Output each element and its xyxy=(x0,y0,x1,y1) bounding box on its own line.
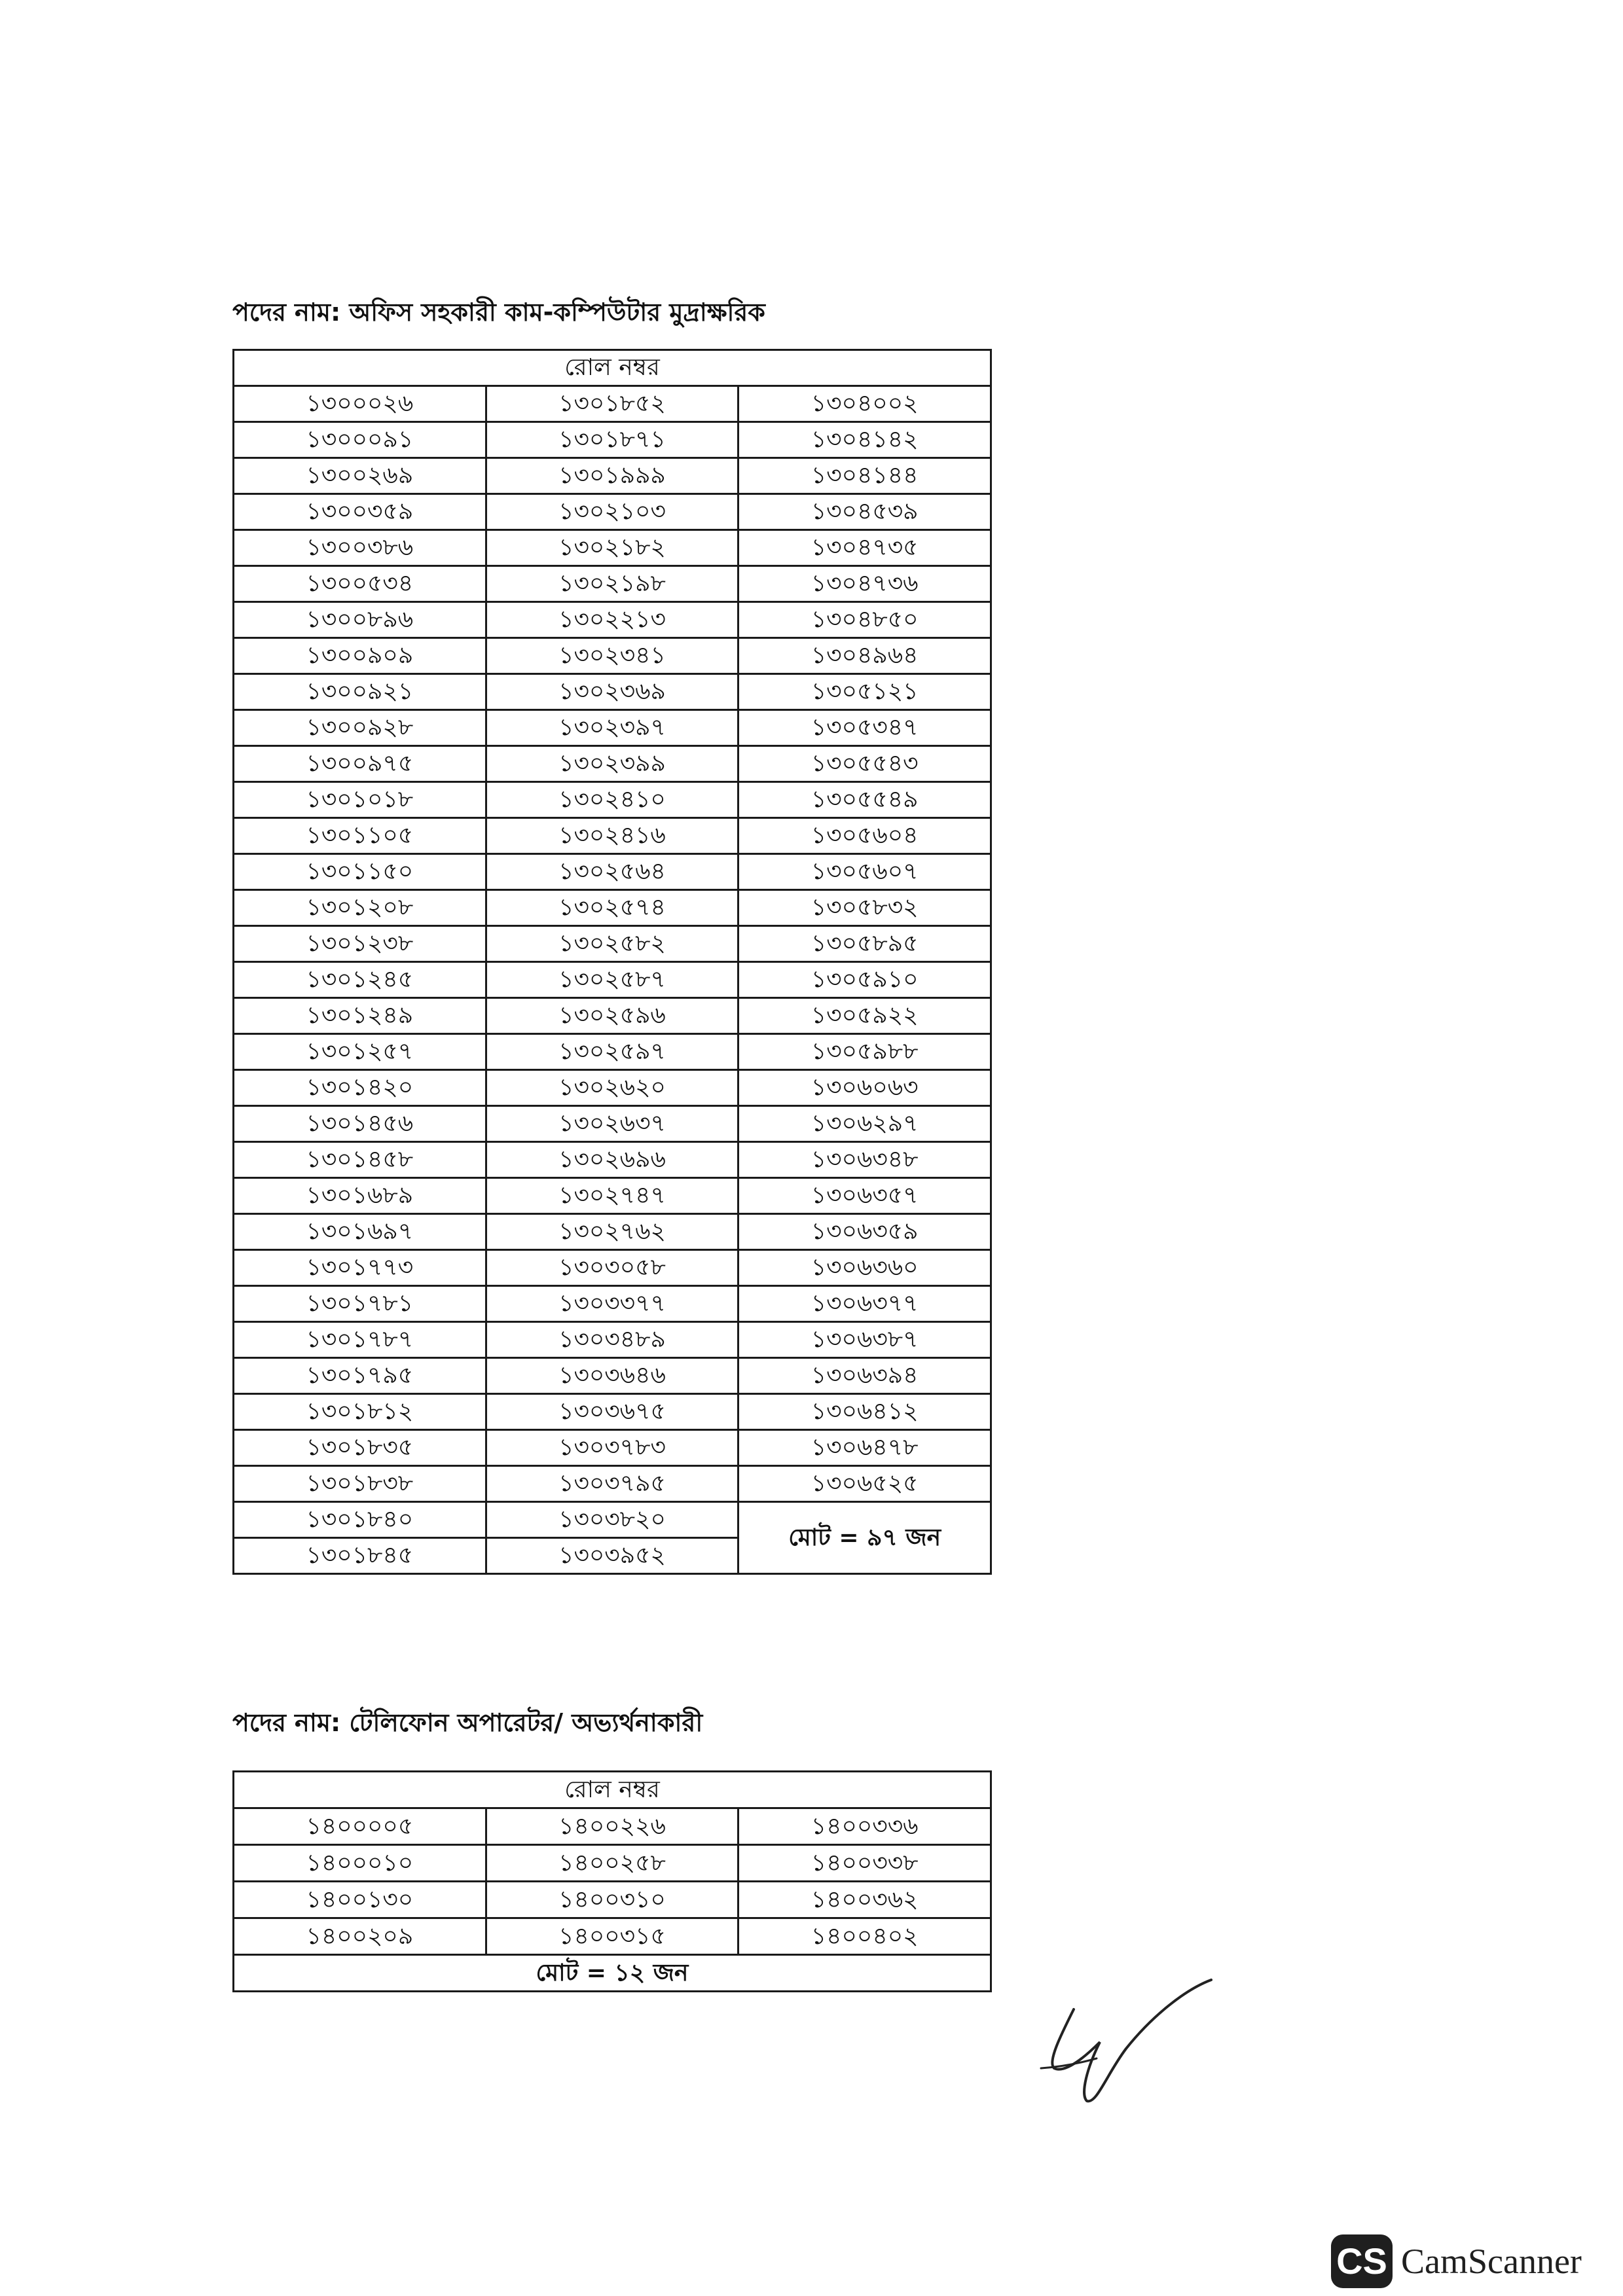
roll-number-cell: ১৩০২৪১০ xyxy=(486,782,739,818)
roll-number-cell: ১৩০১২৩৮ xyxy=(234,926,486,962)
roll-number-cell: ১৩০৫৬০৭ xyxy=(739,854,991,890)
roll-number-cell: ১৩০৩০৫৮ xyxy=(486,1250,739,1286)
table-row xyxy=(234,566,991,602)
roll-number-cell: ১৩০৪৭৩৫ xyxy=(739,530,991,566)
signature xyxy=(1034,1970,1231,2117)
roll-number-cell: ১৪০০৩১০ xyxy=(486,1882,739,1918)
roll-number-cell: ১৩০১৪২০ xyxy=(234,1070,486,1106)
roll-number-cell: ১৪০০৩১৫ xyxy=(486,1918,739,1955)
table-row xyxy=(234,1502,991,1538)
table-row xyxy=(234,674,991,710)
roll-number-cell: ১৩০১৭৮১ xyxy=(234,1286,486,1322)
table-row xyxy=(234,1322,991,1358)
signature-mark xyxy=(1034,1970,1231,2114)
roll-number-cell: ১৩০৬৫২৫ xyxy=(739,1466,991,1502)
roll-number-cell: ১৩০০০২৬ xyxy=(234,386,486,422)
roll-number-cell: ১৪০০৩৩৮ xyxy=(739,1845,991,1882)
table-row xyxy=(234,1142,991,1178)
roll-number-cell: ১৩০০৯২১ xyxy=(234,674,486,710)
table-row xyxy=(234,1882,991,1918)
table-row xyxy=(234,1178,991,1214)
table-row xyxy=(234,422,991,458)
table-row xyxy=(234,962,991,998)
roll-number-cell: ১৩০১৮৫২ xyxy=(486,386,739,422)
roll-number-cell: ১৩০৩৯৫২ xyxy=(486,1538,739,1574)
roll-number-cell: ১৩০২১৮২ xyxy=(486,530,739,566)
roll-number-cell: ১৩০৪১৪২ xyxy=(739,422,991,458)
roll-number-cell: ১৪০০০০৫ xyxy=(234,1808,486,1845)
roll-number-cell: ১৩০২২১৩ xyxy=(486,602,739,638)
roll-number-cell: ১৪০০১৩০ xyxy=(234,1882,486,1918)
table-row xyxy=(234,890,991,926)
roll-number-cell: ১৩০৫৯১০ xyxy=(739,962,991,998)
table-row xyxy=(234,1070,991,1106)
roll-number-cell: ১৩০০২৬৯ xyxy=(234,458,486,494)
table-header: রোল নম্বর xyxy=(234,350,991,386)
roll-number-cell: ১৩০৩৬৪৬ xyxy=(486,1358,739,1394)
table-header-row xyxy=(234,350,991,386)
roll-number-cell: ১৩০২১৯৮ xyxy=(486,566,739,602)
roll-number-cell: ১৩০৬৪৭৮ xyxy=(739,1430,991,1466)
roll-number-cell: ১৩০২৫৯৬ xyxy=(486,998,739,1034)
roll-number-cell: ১৩০০৮৯৬ xyxy=(234,602,486,638)
roll-number-cell: ১৩০৬৪১২ xyxy=(739,1394,991,1430)
roll-number-cell: ১৩০১৬৯৭ xyxy=(234,1214,486,1250)
roll-number-cell: ১৩০৫৯৮৮ xyxy=(739,1034,991,1070)
roll-number-cell: ১৩০২৫৬৪ xyxy=(486,854,739,890)
roll-number-cell: ১৩০১৭৯৫ xyxy=(234,1358,486,1394)
roll-number-cell: ১৪০০০১০ xyxy=(234,1845,486,1882)
roll-number-cell: ১৩০৪১৪৪ xyxy=(739,458,991,494)
table-row xyxy=(234,1430,991,1466)
roll-number-cell: ১৩০৬২৯৭ xyxy=(739,1106,991,1142)
roll-number-cell: ১৩০১৮৪০ xyxy=(234,1502,486,1538)
roll-number-cell: ১৩০২৪১৬ xyxy=(486,818,739,854)
roll-number-cell: ১৩০৫৩৪৭ xyxy=(739,710,991,746)
table-row xyxy=(234,854,991,890)
table-header-row xyxy=(234,1772,991,1808)
roll-number-cell: ১৩০১২০৮ xyxy=(234,890,486,926)
roll-number-cell: ১৩০৬৩৭৭ xyxy=(739,1286,991,1322)
roll-number-cell: ১৩০১২৪৫ xyxy=(234,962,486,998)
roll-number-cell: ১৩০০০৯১ xyxy=(234,422,486,458)
roll-number-cell: ১৩০৩৩৭৭ xyxy=(486,1286,739,1322)
roll-number-cell: ১৩০৫৫৪৩ xyxy=(739,746,991,782)
roll-number-cell: ১৩০১৮৭১ xyxy=(486,422,739,458)
table-row xyxy=(234,746,991,782)
roll-number-cell: ১৩০১৭৭৩ xyxy=(234,1250,486,1286)
table-row xyxy=(234,386,991,422)
table-row xyxy=(234,998,991,1034)
roll-number-cell: ১৩০২৬৩৭ xyxy=(486,1106,739,1142)
roll-number-cell: ১৩০১১০৫ xyxy=(234,818,486,854)
total-count: মোট = ৯৭ জন xyxy=(739,1502,991,1574)
table-row xyxy=(234,1394,991,1430)
roll-number-cell: ১৩০৫৫৪৯ xyxy=(739,782,991,818)
roll-number-cell: ১৩০১৮৩৫ xyxy=(234,1430,486,1466)
table-row xyxy=(234,1466,991,1502)
roll-number-cell: ১৩০০৩৫৯ xyxy=(234,494,486,530)
roll-number-cell: ১৩০২৫৯৭ xyxy=(486,1034,739,1070)
roll-number-cell: ১৩০৩৮২০ xyxy=(486,1502,739,1538)
roll-number-cell: ১৩০৪০০২ xyxy=(739,386,991,422)
roll-number-cell: ১৩০৩৭৮৩ xyxy=(486,1430,739,1466)
roll-table-telephone-operator xyxy=(232,1770,992,1992)
table-row xyxy=(234,638,991,674)
roll-number-cell: ১৩০০৯২৮ xyxy=(234,710,486,746)
table-row xyxy=(234,1250,991,1286)
camscanner-label: CamScanner xyxy=(1401,2242,1582,2281)
roll-number-cell: ১৩০১১৫০ xyxy=(234,854,486,890)
roll-number-cell: ১৩০৫৮৩২ xyxy=(739,890,991,926)
roll-number-cell: ১৩০২৬৯৬ xyxy=(486,1142,739,1178)
roll-number-cell: ১৩০৩৪৮৯ xyxy=(486,1322,739,1358)
roll-number-cell: ১৩০৫৮৯৫ xyxy=(739,926,991,962)
table-row xyxy=(234,1358,991,1394)
roll-number-cell: ১৩০৬৩৯৪ xyxy=(739,1358,991,1394)
roll-number-cell: ১৩০৩৭৯৫ xyxy=(486,1466,739,1502)
roll-number-cell: ১৩০২৫৮৭ xyxy=(486,962,739,998)
table-row xyxy=(234,494,991,530)
table-row xyxy=(234,926,991,962)
roll-number-cell: ১৩০৪৫৩৯ xyxy=(739,494,991,530)
camscanner-logo-icon: CS xyxy=(1331,2234,1393,2288)
table-row xyxy=(234,602,991,638)
roll-number-cell: ১৩০৫৯২২ xyxy=(739,998,991,1034)
roll-number-cell: ১৩০৫১২১ xyxy=(739,674,991,710)
table-row xyxy=(234,1845,991,1882)
roll-number-cell: ১৩০১৮১২ xyxy=(234,1394,486,1430)
roll-number-cell: ১৩০৪৮৫০ xyxy=(739,602,991,638)
table-row xyxy=(234,1808,991,1845)
roll-number-cell: ১৩০২৬২০ xyxy=(486,1070,739,1106)
roll-number-cell: ১৩০১৬৮৯ xyxy=(234,1178,486,1214)
roll-number-cell: ১৩০৬৩৮৭ xyxy=(739,1322,991,1358)
roll-number-cell: ১৩০২৫৭৪ xyxy=(486,890,739,926)
table-row xyxy=(234,1918,991,1955)
roll-number-cell: ১৩০১৮৩৮ xyxy=(234,1466,486,1502)
roll-number-cell: ১৩০৬০৬৩ xyxy=(739,1070,991,1106)
roll-number-cell: ১৩০১২৫৭ xyxy=(234,1034,486,1070)
roll-number-cell: ১৩০৪৯৬৪ xyxy=(739,638,991,674)
table-row xyxy=(234,782,991,818)
roll-number-cell: ১৪০০২২৬ xyxy=(486,1808,739,1845)
total-count: মোট = ১২ জন xyxy=(234,1955,991,1992)
roll-number-cell: ১৩০৪৭৩৬ xyxy=(739,566,991,602)
table-row xyxy=(234,1034,991,1070)
roll-number-cell: ১৩০২৩৯৯ xyxy=(486,746,739,782)
table-row xyxy=(234,710,991,746)
roll-table-office-assistant xyxy=(232,349,992,1575)
roll-number-cell: ১৩০২৭৬২ xyxy=(486,1214,739,1250)
roll-number-cell: ১৩০১৪৫৮ xyxy=(234,1142,486,1178)
roll-number-cell: ১৩০১৯৯৯ xyxy=(486,458,739,494)
roll-number-cell: ১৩০৬৩৬০ xyxy=(739,1250,991,1286)
roll-number-cell: ১৩০৬৩৫৯ xyxy=(739,1214,991,1250)
roll-number-cell: ১৩০০৩৮৬ xyxy=(234,530,486,566)
roll-number-cell: ১৩০১২৪৯ xyxy=(234,998,486,1034)
roll-number-cell: ১৩০১৮৪৫ xyxy=(234,1538,486,1574)
roll-number-cell: ১৩০২৭৪৭ xyxy=(486,1178,739,1214)
roll-number-cell: ১৪০০৩৩৬ xyxy=(739,1808,991,1845)
roll-number-cell: ১৩০২১০৩ xyxy=(486,494,739,530)
roll-number-cell: ১৩০২৩৪১ xyxy=(486,638,739,674)
roll-number-cell: ১৩০১০১৮ xyxy=(234,782,486,818)
roll-number-cell: ১৩০২৫৮২ xyxy=(486,926,739,962)
roll-number-cell: ১৩০০৫৩৪ xyxy=(234,566,486,602)
roll-number-cell: ১৩০৬৩৪৮ xyxy=(739,1142,991,1178)
roll-number-cell: ১৩০১৪৫৬ xyxy=(234,1106,486,1142)
roll-number-cell: ১৩০১৭৮৭ xyxy=(234,1322,486,1358)
table-header: রোল নম্বর xyxy=(234,1772,991,1808)
roll-number-cell: ১৩০৩৬৭৫ xyxy=(486,1394,739,1430)
section-2-heading: পদের নাম: টেলিফোন অপারেটর/ অভ্যর্থনাকারী xyxy=(232,1708,703,1737)
roll-number-cell: ১৪০০২০৯ xyxy=(234,1918,486,1955)
roll-number-cell: ১৩০২৩৯৭ xyxy=(486,710,739,746)
table-row xyxy=(234,1214,991,1250)
roll-number-cell: ১৩০৫৬০৪ xyxy=(739,818,991,854)
table-row xyxy=(234,1286,991,1322)
roll-number-cell: ১৪০০৩৬২ xyxy=(739,1882,991,1918)
table-row xyxy=(234,1106,991,1142)
section-1-heading: পদের নাম: অফিস সহকারী কাম-কম্পিউটার মুদ্রাক্ষরিক xyxy=(232,298,765,327)
table-row xyxy=(234,458,991,494)
table-row xyxy=(234,530,991,566)
total-row xyxy=(234,1955,991,1992)
roll-number-cell: ১৪০০২৫৮ xyxy=(486,1845,739,1882)
roll-number-cell: ১৩০২৩৬৯ xyxy=(486,674,739,710)
roll-number-cell: ১৪০০৪০২ xyxy=(739,1918,991,1955)
roll-number-cell: ১৩০০৯০৯ xyxy=(234,638,486,674)
table-row xyxy=(234,818,991,854)
roll-number-cell: ১৩০০৯৭৫ xyxy=(234,746,486,782)
roll-number-cell: ১৩০৬৩৫৭ xyxy=(739,1178,991,1214)
